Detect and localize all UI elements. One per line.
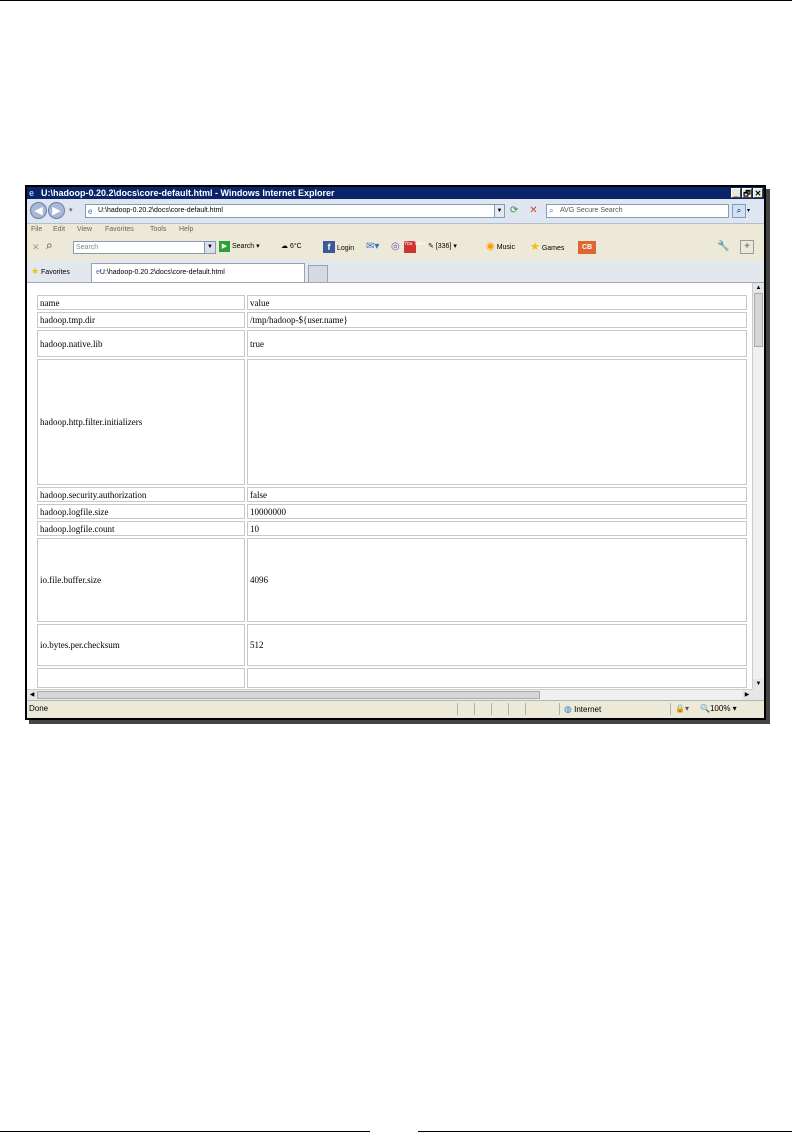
table-row — [37, 312, 747, 328]
browser-screenshot — [25, 185, 766, 720]
ie-logo-icon: e — [29, 188, 35, 198]
status-divider — [474, 703, 475, 715]
avg-search-input[interactable] — [546, 204, 729, 218]
search-options-dropdown[interactable]: ▾ — [747, 208, 751, 214]
table-row — [37, 504, 747, 519]
close-toolbar-icon[interactable]: ✕ — [32, 242, 40, 252]
status-divider — [491, 703, 492, 715]
games-label: Games — [541, 245, 565, 252]
stop-icon[interactable]: ✕ — [529, 205, 538, 216]
back-button[interactable] — [30, 202, 47, 219]
scroll-right-arrow-icon[interactable]: ▶ — [742, 690, 752, 700]
vertical-scroll-thumb[interactable] — [754, 293, 763, 347]
forward-arrow-icon: ▶ — [52, 205, 61, 217]
close-button[interactable]: ✕ — [754, 189, 762, 198]
property-value: false — [247, 487, 747, 502]
security-zone[interactable] — [564, 701, 601, 718]
horizontal-scroll-thumb[interactable] — [37, 691, 540, 699]
facebook-icon: f — [323, 241, 335, 253]
avg-toolbar — [27, 235, 764, 259]
status-divider — [670, 703, 671, 715]
property-value — [247, 359, 747, 485]
property-name: hadoop.http.filter.initializers — [37, 359, 245, 485]
favorites-button[interactable] — [31, 266, 70, 278]
table-row — [37, 521, 747, 536]
page-content — [27, 283, 752, 689]
menu-tools[interactable]: Tools — [150, 226, 167, 233]
protected-mode-icon[interactable]: 🔒▾ — [675, 704, 689, 713]
property-name: io.file.buffer.size — [37, 538, 245, 622]
status-divider — [559, 703, 560, 715]
toolbar-search-icon[interactable]: ⌕ — [46, 238, 53, 252]
notifications-icon: ✎ — [428, 243, 434, 250]
config-table — [35, 293, 749, 689]
toolbar-search-button[interactable]: ▶ Search ▾ — [219, 241, 260, 253]
mail-icon[interactable]: ✉▾ — [366, 241, 380, 252]
zone-label: Internet — [574, 705, 602, 714]
tab-title: U:\hadoop-0.20.2\docs\core-default.html — [99, 269, 225, 276]
status-divider — [457, 703, 458, 715]
search-icon: ⌕ — [549, 206, 554, 215]
menu-bar — [27, 224, 764, 235]
maximize-button[interactable]: 🗗 — [743, 189, 751, 198]
window-controls — [731, 188, 763, 198]
browser-window — [27, 187, 764, 718]
table-row — [37, 359, 747, 485]
table-row — [37, 668, 747, 688]
address-bar — [27, 199, 764, 224]
search-go-button[interactable]: ⌕ — [732, 204, 746, 218]
status-divider — [508, 703, 509, 715]
back-arrow-icon: ◀ — [34, 205, 43, 217]
property-name — [37, 668, 245, 688]
header-name: name — [37, 295, 245, 310]
toolbar-search-dropdown[interactable]: ▼ — [204, 241, 216, 254]
property-value: 10 — [247, 521, 747, 536]
property-value: /tmp/hadoop-${user.name} — [247, 312, 747, 328]
page-icon: e — [88, 207, 93, 216]
address-input[interactable] — [85, 204, 495, 218]
youtube-icon[interactable]: You Tube — [404, 241, 416, 253]
recent-pages-dropdown[interactable]: ▾ — [69, 207, 73, 214]
refresh-icon[interactable]: ⟳ — [510, 205, 519, 216]
favorites-label: Favorites — [41, 269, 70, 276]
new-tab-button[interactable] — [308, 265, 328, 282]
weather-widget[interactable] — [281, 241, 302, 253]
zoom-control[interactable]: 🔍100% ▾ — [700, 704, 737, 713]
active-tab[interactable] — [91, 263, 305, 282]
favorites-bar — [27, 260, 764, 283]
table-header-row — [37, 295, 747, 310]
footer-rule-left — [0, 1131, 370, 1132]
scroll-up-arrow-icon[interactable]: ▲ — [753, 283, 764, 293]
toolbar-search-input[interactable]: Search — [73, 241, 215, 254]
favorites-star-icon: ★ — [31, 266, 40, 276]
facebook-login[interactable] — [323, 241, 354, 255]
messenger-icon[interactable]: ◎ — [391, 241, 400, 252]
title-bar — [27, 187, 764, 199]
weather-temp: 6°C — [289, 243, 302, 250]
status-divider — [525, 703, 526, 715]
property-name: hadoop.logfile.size — [37, 504, 245, 519]
zoom-level: 100% — [709, 704, 731, 713]
tab-page-icon: e — [96, 269, 100, 276]
notifications-widget[interactable]: ✎ [336] ▾ — [428, 243, 457, 250]
zoom-icon: 🔍 — [700, 704, 710, 713]
table-row — [37, 624, 747, 666]
menu-view[interactable]: View — [77, 226, 93, 233]
menu-help[interactable]: Help — [179, 226, 194, 233]
minimize-button[interactable]: _ — [731, 188, 741, 198]
property-name: hadoop.logfile.count — [37, 521, 245, 536]
toolbar-search-label: Search — [232, 243, 255, 250]
page-top-rule — [0, 0, 792, 1]
address-dropdown[interactable]: ▼ — [494, 204, 505, 218]
vertical-scrollbar[interactable] — [752, 283, 764, 689]
table-row — [37, 330, 747, 357]
wrench-icon[interactable]: 🔧 — [717, 241, 730, 252]
property-value: 10000000 — [247, 504, 747, 519]
forward-button[interactable] — [48, 202, 65, 219]
notification-count: [336] — [435, 243, 452, 250]
property-name: hadoop.tmp.dir — [37, 312, 245, 328]
menu-favorites[interactable]: Favorites — [105, 226, 134, 233]
add-button[interactable]: + — [740, 240, 754, 254]
search-arrow-icon: ▶ — [219, 241, 230, 252]
menu-edit[interactable]: Edit — [53, 226, 66, 233]
window-title: U:\hadoop-0.20.2\docs\core-default.html - Windows Internet Explorer — [41, 188, 335, 198]
property-value: 4096 — [247, 538, 747, 622]
avg-search-placeholder: AVG Secure Search — [560, 207, 623, 214]
scroll-left-arrow-icon[interactable]: ◀ — [27, 690, 37, 700]
property-value: true — [247, 330, 747, 357]
scroll-down-arrow-icon[interactable]: ▼ — [753, 679, 764, 689]
property-name: hadoop.native.lib — [37, 330, 245, 357]
property-name: io.bytes.per.checksum — [37, 624, 245, 666]
menu-file[interactable]: File — [31, 226, 43, 233]
header-value: value — [247, 295, 747, 310]
property-value — [247, 668, 747, 688]
games-button[interactable] — [530, 241, 564, 255]
address-text: U:\hadoop-0.20.2\docs\core-default.html — [98, 207, 223, 214]
scroll-corner — [752, 689, 764, 700]
globe-icon: ◍ — [564, 704, 572, 714]
cb-icon[interactable]: CB — [578, 241, 596, 254]
status-text: Done — [29, 704, 49, 713]
music-label: Music — [496, 244, 515, 251]
property-name: hadoop.security.authorization — [37, 487, 245, 502]
table-row — [37, 487, 747, 502]
footer-rule-right — [418, 1131, 792, 1132]
games-star-icon: ★ — [530, 241, 540, 253]
table-row — [37, 538, 747, 622]
music-icon: ◉ — [486, 241, 495, 252]
horizontal-scrollbar[interactable] — [27, 689, 752, 700]
weather-icon: ☁ — [281, 243, 288, 250]
facebook-login-label: Login — [337, 245, 355, 252]
music-button[interactable] — [486, 241, 515, 254]
property-value: 512 — [247, 624, 747, 666]
status-bar — [27, 700, 764, 718]
